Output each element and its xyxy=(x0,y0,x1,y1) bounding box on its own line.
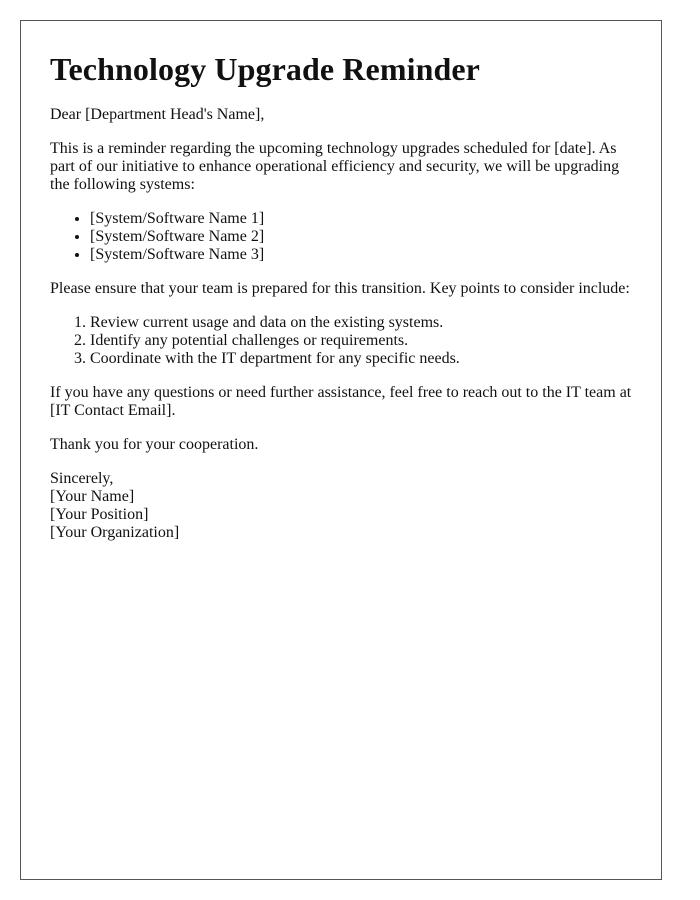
list-item: 1. Review current usage and data on the existing systems. xyxy=(90,314,632,332)
list-item: • [System/Software Name 3] xyxy=(90,246,632,264)
list-item: 3. Coordinate with the IT department for any specific needs. xyxy=(90,350,632,368)
list-item: 2. Identify any potential challenges or requirements. xyxy=(90,332,632,350)
contact-paragraph: If you have any questions or need further assistance, feel free to reach out to the IT team at [IT Contact Email]. xyxy=(50,384,632,419)
thanks-paragraph: Thank you for your cooperation. xyxy=(50,436,259,453)
key-points-list xyxy=(50,314,632,368)
sender-name: [Your Name] xyxy=(50,488,135,505)
sender-organization: [Your Organization] xyxy=(50,524,180,541)
signature-block xyxy=(50,470,632,542)
prepare-paragraph: Please ensure that your team is prepared for this transition. Key points to consider include: xyxy=(50,280,630,297)
sender-position: [Your Position] xyxy=(50,506,149,523)
intro-paragraph: This is a reminder regarding the upcoming technology upgrades scheduled for [date]. As part of our initiative to enhance operational efficiency and security, we will be upgrading the following systems: xyxy=(50,140,620,193)
signoff: Sincerely, xyxy=(50,470,114,487)
list-item: • [System/Software Name 2] xyxy=(90,228,632,246)
letter-page xyxy=(20,20,662,880)
systems-list xyxy=(50,210,632,264)
list-item: • [System/Software Name 1] xyxy=(90,210,632,228)
greeting: Dear [Department Head's Name], xyxy=(50,106,265,123)
letter-title: Technology Upgrade Reminder xyxy=(50,51,480,87)
